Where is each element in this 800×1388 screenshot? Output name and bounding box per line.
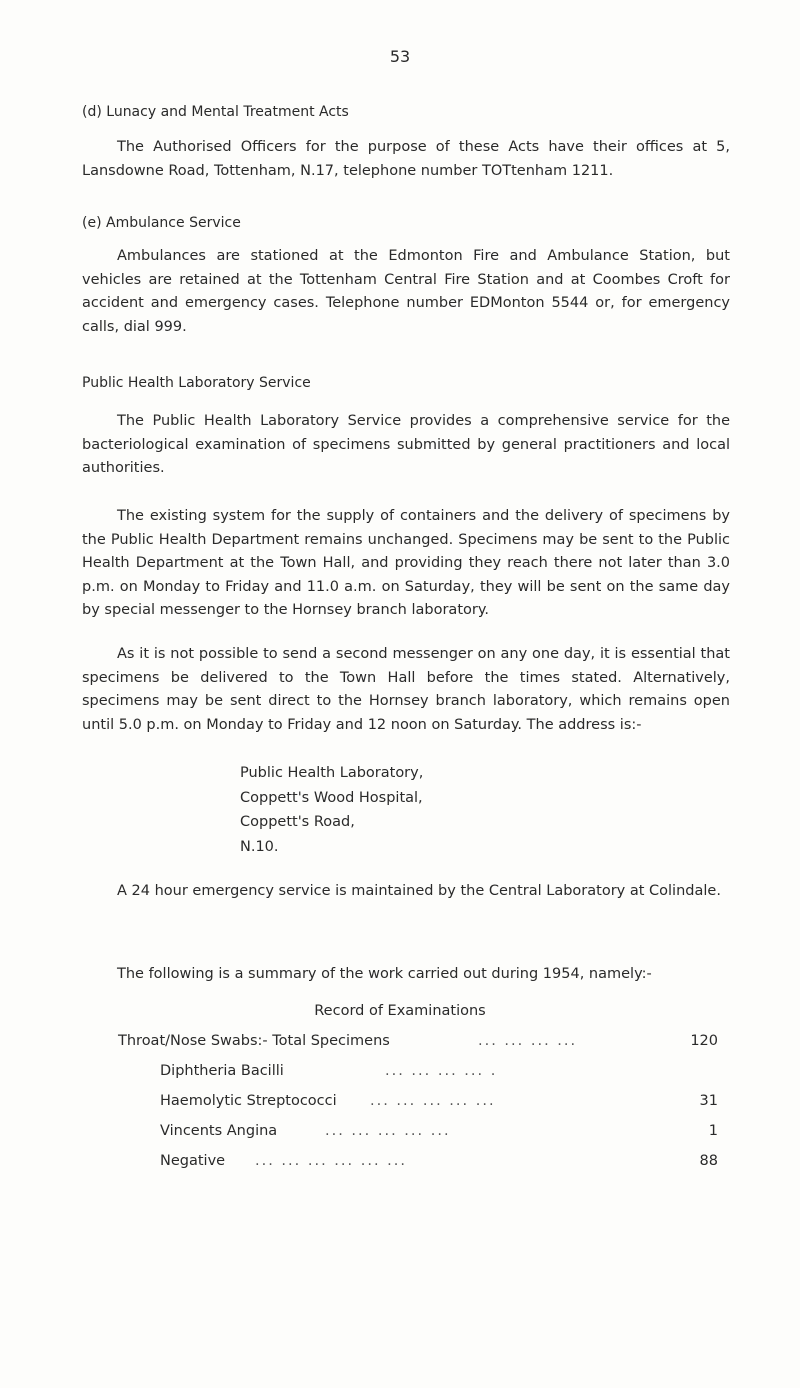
phls-para-5: The following is a summary of the work carried out during 1954, namely:-	[117, 966, 652, 982]
leader-dots: ... ... ... ... ...	[325, 1123, 451, 1139]
phls-para-2: The existing system for the supply of containers and the delivery of specimens by the Public Health Department remains unchanged. Specimens may be sent to the Public Health Department at the Town Hall, and providing they reach there not later than 3.0 p.m. on Monday to Friday and 11.0 a.m. on Saturday, they will be sent on the same day by special messenger to the Hornsey branch laboratory.	[82, 508, 730, 618]
record-label: Diphtheria Bacilli	[160, 1063, 284, 1079]
address-line: Coppett's Road,	[240, 814, 355, 830]
record-value: 31	[699, 1093, 718, 1109]
section-d-text: The Authorised Officers for the purpose of these Acts have their offices at 5, Lansdowne Road, Tottenham, N.17, telephone number TOTtenham 1211.	[82, 139, 730, 179]
laboratory-address	[240, 761, 423, 859]
record-value: 88	[699, 1153, 718, 1169]
record-label: Negative	[160, 1153, 226, 1169]
address-line: N.10.	[240, 838, 279, 855]
phls-para-1: The Public Health Laboratory Service provides a comprehensive service for the bacteriological examination of specimens submitted by general practitioners and local authorities.	[82, 413, 730, 476]
record-label: Vincents Angina	[160, 1123, 278, 1139]
phls-heading: Public Health Laboratory Service	[82, 375, 311, 391]
phls-para-4: A 24 hour emergency service is maintained by the Central Laboratory at Colindale.	[117, 883, 721, 899]
section-e-text: Ambulances are stationed at the Edmonton Fire and Ambulance Station, but vehicles are retained at the Tottenham Central Fire Station and at Coombes Croft for accident and emergency cases. Telephone number EDMonton 5544 or, for emergency calls, dial 999.	[82, 248, 730, 335]
leader-dots: ... ... ... ... .	[385, 1063, 498, 1079]
leader-dots: ... ... ... ... ...	[370, 1093, 496, 1109]
address-line: Public Health Laboratory,	[240, 765, 424, 781]
leader-dots: ... ... ... ...	[478, 1033, 578, 1049]
address-line: Coppett's Wood Hospital,	[240, 789, 423, 806]
page-number: 53	[389, 47, 411, 66]
record-title: Record of Examinations	[314, 1003, 486, 1019]
leader-dots: ... ... ... ... ... ...	[255, 1153, 408, 1169]
record-label: Haemolytic Streptococci	[160, 1093, 337, 1109]
phls-para-3: As it is not possible to send a second messenger on any one day, it is essential that specimens be delivered to the Town Hall before the times stated. Alternatively, specimens may be sent direct to the Hornsey branch laboratory, which remains open until 5.0 p.m. on Monday to Friday and 12 noon on Saturday. The address is:-	[82, 646, 730, 733]
section-e-heading: (e) Ambulance Service	[82, 215, 241, 231]
record-value: 1	[708, 1123, 718, 1139]
record-value: 120	[690, 1033, 718, 1049]
section-d-heading: (d) Lunacy and Mental Treatment Acts	[82, 104, 349, 120]
record-label: Throat/Nose Swabs:- Total Specimens	[118, 1033, 390, 1049]
